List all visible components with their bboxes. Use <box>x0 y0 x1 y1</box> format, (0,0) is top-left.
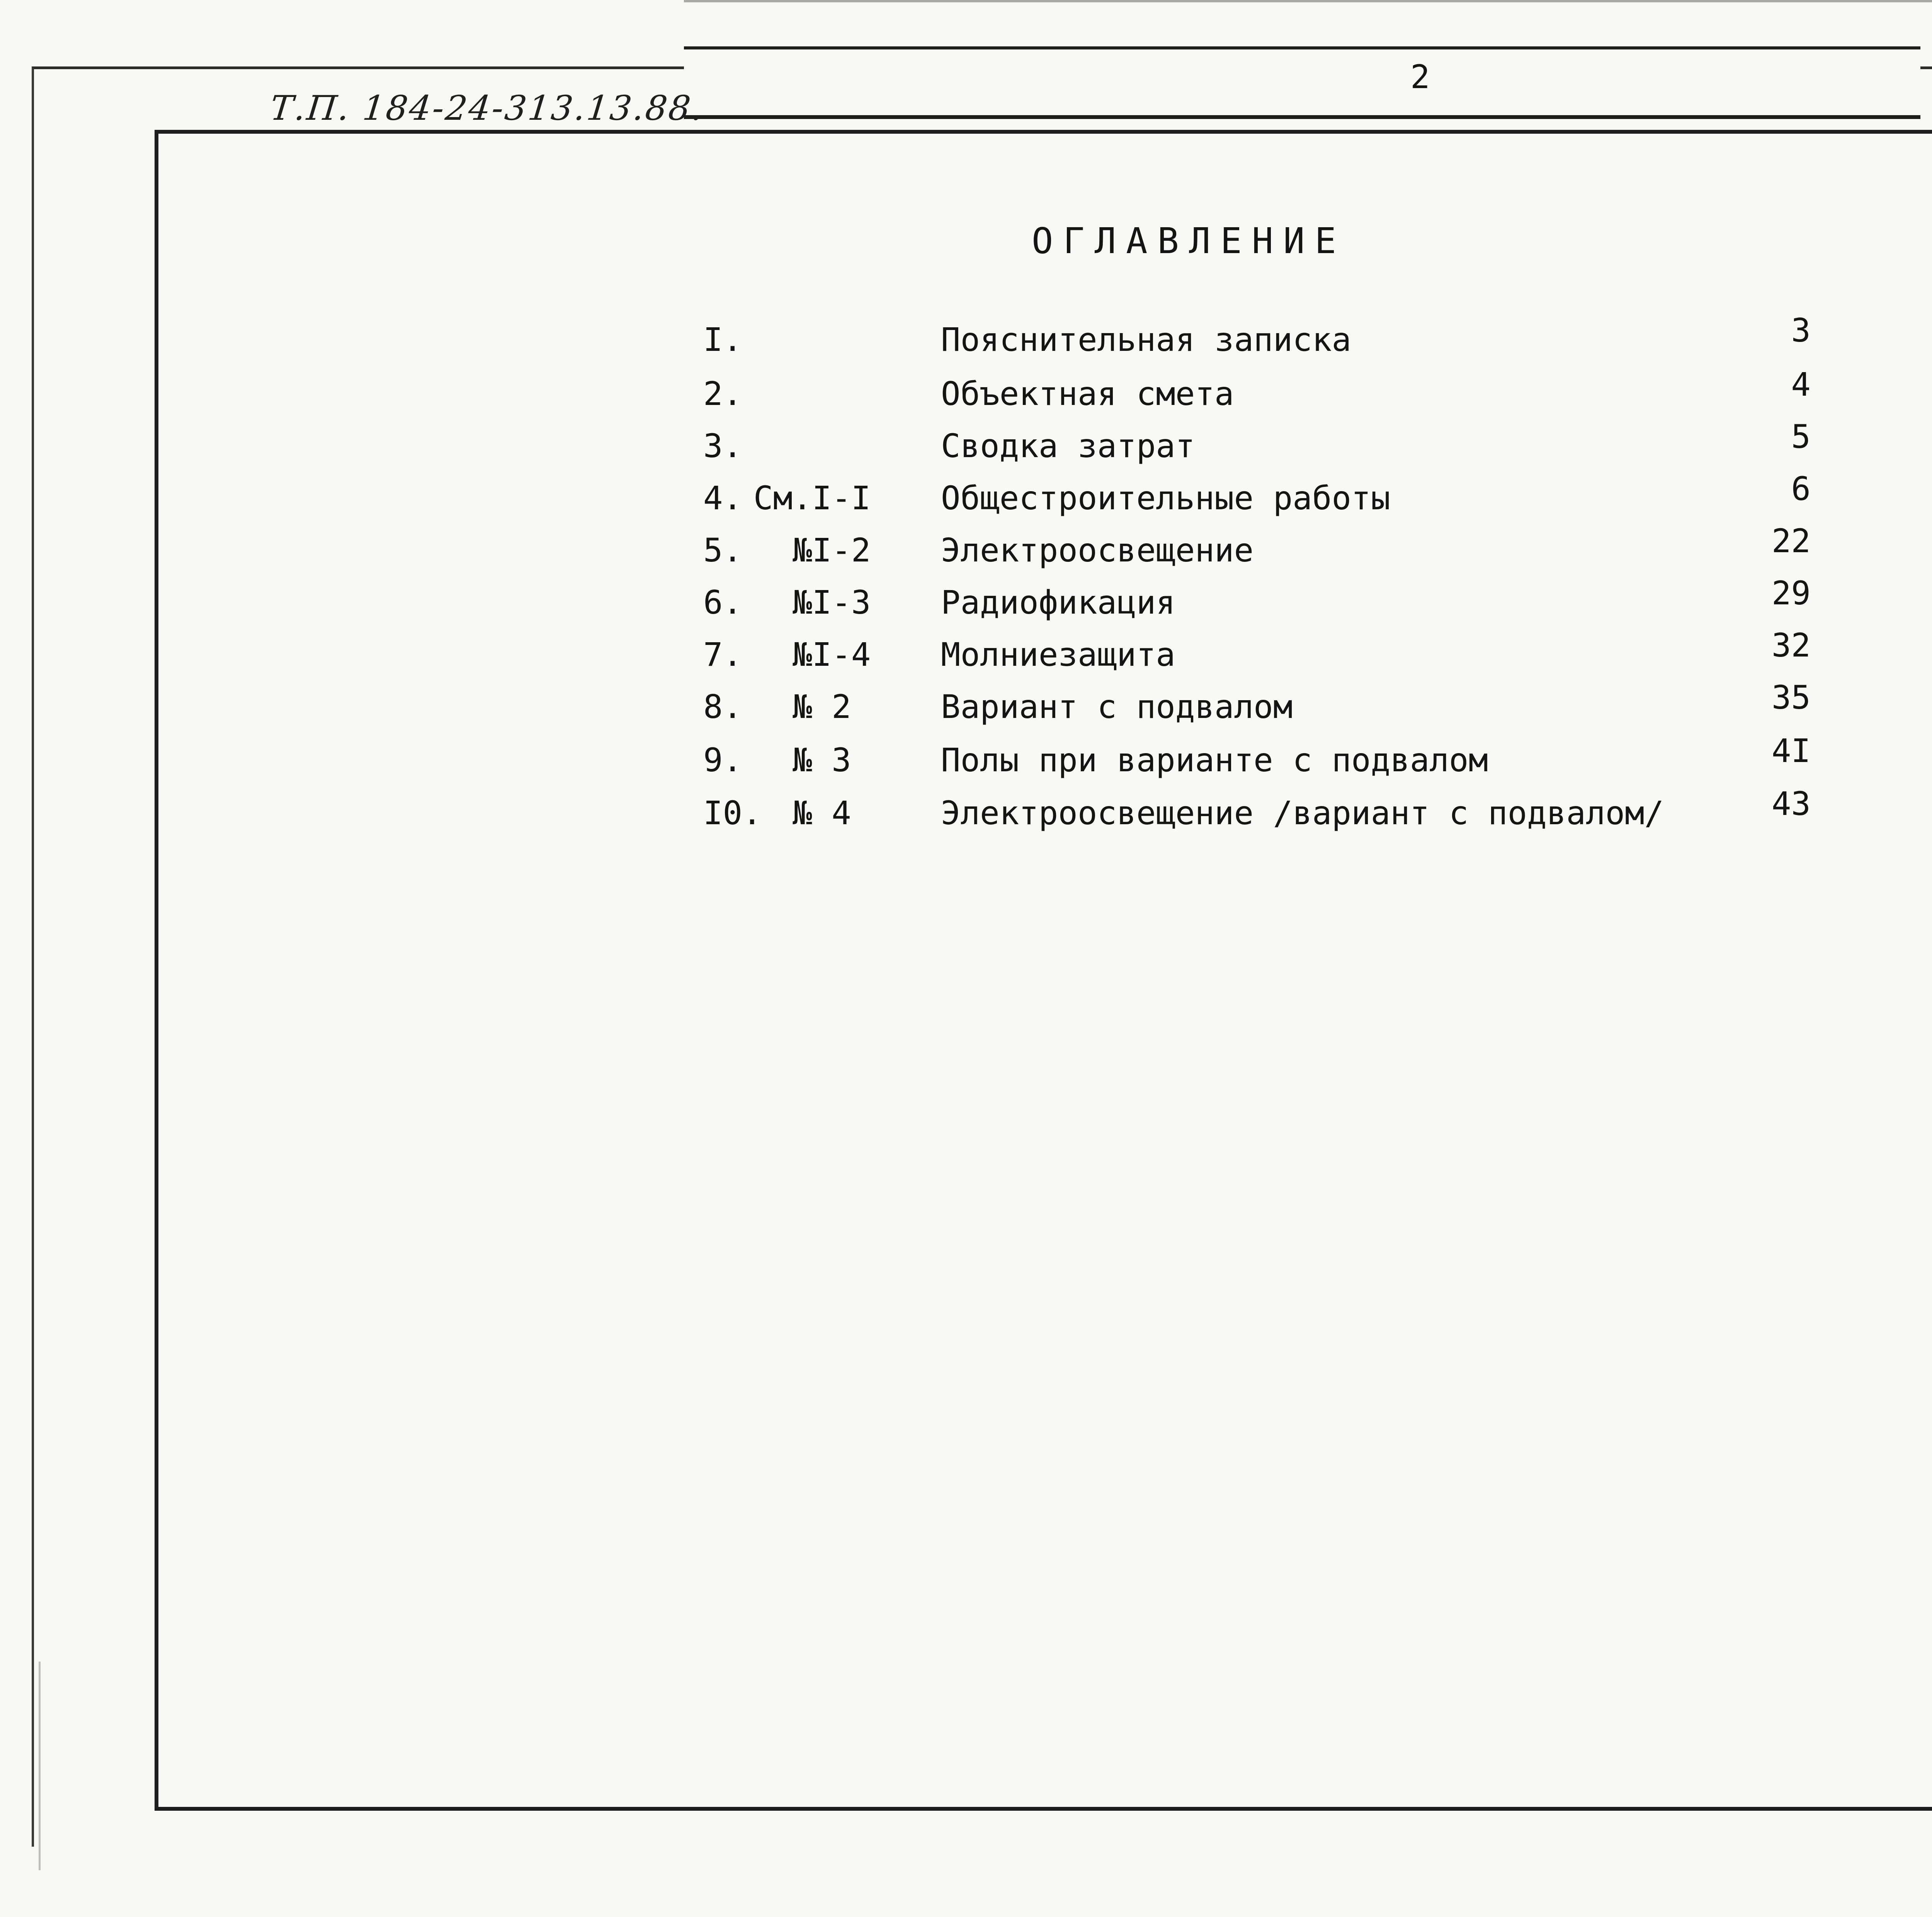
scan-edge-line <box>684 0 1932 2</box>
toc-item-title: Вариант с подвалом <box>941 688 1293 726</box>
toc-item-number: 9. <box>703 741 743 779</box>
toc-item-number: 7. <box>703 636 743 674</box>
toc-item-page: 35 <box>1771 679 1811 716</box>
header-stamp-band <box>684 46 1920 119</box>
toc-item-title: Молниезащита <box>941 636 1175 674</box>
toc-item-title: Сводка затрат <box>941 427 1195 465</box>
toc-item-page: 4 <box>1791 366 1811 403</box>
toc-item-page: 4I <box>1771 732 1811 770</box>
toc-item-title: Электроосвещение /вариант с подвалом/ <box>941 794 1664 832</box>
toc-item <box>0 311 1932 367</box>
scan-edge-line-left <box>39 1662 41 1870</box>
toc-item <box>0 626 1932 682</box>
toc-title: ОГЛАВЛЕНИЕ <box>1032 220 1346 262</box>
toc-item-ref: См.I-I <box>753 479 871 517</box>
toc-item-page: 43 <box>1771 785 1811 823</box>
toc-item-number: 6. <box>703 583 743 621</box>
toc-item-ref: №I-4 <box>753 636 871 674</box>
toc-item-page: 5 <box>1791 418 1811 456</box>
toc-item-page: 32 <box>1771 626 1811 664</box>
toc-item-title: Объектная смета <box>941 375 1234 413</box>
toc-item-ref: № 3 <box>753 741 851 779</box>
toc-item-ref: №I-3 <box>753 583 871 621</box>
toc-item-number: 3. <box>703 427 743 465</box>
toc-item-title: Полы при варианте с подвалом <box>941 741 1488 779</box>
toc-item-number: 2. <box>703 375 743 413</box>
toc-item <box>0 470 1932 526</box>
toc-item <box>0 732 1932 788</box>
toc-item-title: Электроосвещение <box>941 531 1254 569</box>
toc-item <box>0 366 1932 421</box>
toc-item-page: 29 <box>1771 574 1811 612</box>
toc-item-page: 3 <box>1791 311 1811 349</box>
toc-item <box>0 522 1932 578</box>
toc-item-number: 4. <box>703 479 743 517</box>
toc-item <box>0 418 1932 473</box>
toc-item-number: I. <box>703 321 743 359</box>
page-number: 2 <box>1410 58 1430 96</box>
toc-item-title: Радиофикация <box>941 583 1175 621</box>
toc-item-title: Общестроительные работы <box>941 479 1391 517</box>
toc-item-number: I0. <box>703 794 762 832</box>
toc-item-ref: № 2 <box>753 688 851 726</box>
toc-item <box>0 679 1932 734</box>
toc-item-number: 8. <box>703 688 743 726</box>
toc-item-page: 6 <box>1791 470 1811 508</box>
toc-item-page: 22 <box>1771 522 1811 560</box>
toc-item <box>0 574 1932 630</box>
toc-item-number: 5. <box>703 531 743 569</box>
document-code: Т.П. 184-24-313.13.88. <box>268 88 707 128</box>
toc-item-ref: №I-2 <box>753 531 871 569</box>
toc-item-ref: № 4 <box>753 794 851 832</box>
toc-item <box>0 785 1932 840</box>
toc-item-title: Пояснительная записка <box>941 321 1352 359</box>
